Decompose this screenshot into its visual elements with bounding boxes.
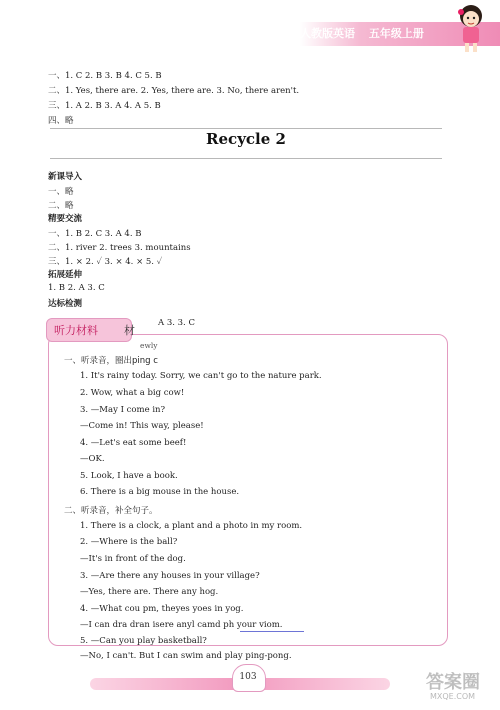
part1-item-4b: —OK. xyxy=(80,454,105,464)
part1-item-5: 5. Look, I have a book. xyxy=(80,471,178,481)
listening-tab-label: 听力材料 xyxy=(54,324,98,337)
part1-item-1: 1. It's rainy today. Sorry, we can't go to the nature park. xyxy=(80,371,322,381)
edition-label: 人教版英语 xyxy=(300,27,355,40)
exchange-line-3: 三、1. × 2. ✓ 3. × 4. × 5. ✓ xyxy=(48,257,163,267)
prev-answer-2: 二、1. Yes, there are. 2. Yes, there are. 3. No, there aren't. xyxy=(48,86,300,96)
page-number: 103 xyxy=(239,672,257,682)
header-title xyxy=(300,25,424,41)
part1-item-3b: —Come in! This way, please! xyxy=(80,421,204,431)
intro-line-1: 一、略 xyxy=(48,187,74,197)
listening-tab-suffix: 材 xyxy=(124,324,135,337)
exchange-line-1: 一、1. B 2. C 3. A 4. B xyxy=(48,229,142,239)
part1-heading: 一、听录音，圈出ping c xyxy=(64,356,158,366)
intro-heading: 新课导入 xyxy=(48,172,83,182)
prev-answer-3: 三、1. A 2. B 3. A 4. A 5. B xyxy=(48,101,161,111)
prev-answer-1: 一、1. C 2. B 3. B 4. C 5. B xyxy=(48,71,162,81)
extend-line-1: 1. B 2. A 3. C xyxy=(48,283,105,293)
extend-heading: 拓展延伸 xyxy=(48,270,83,280)
watermark-url: MXQE.COM xyxy=(430,692,476,701)
part2-item-2b: —It's in front of the dog. xyxy=(80,554,186,564)
handwritten-underline xyxy=(240,631,304,632)
test-partial-answers: A 3. 3. C xyxy=(158,318,195,328)
grade-label: 五年级上册 xyxy=(368,27,424,40)
exchange-heading: 精要交流 xyxy=(48,214,83,224)
test-heading: 达标检测 xyxy=(48,299,83,309)
title-rule-bottom xyxy=(50,158,442,159)
mascot-girl-icon xyxy=(450,2,492,54)
part2-item-4b: —I can dra dran isere anyl camd ph your viom. xyxy=(80,620,283,630)
scribble-text: ewly xyxy=(140,341,158,350)
section-title: Recycle 2 xyxy=(206,130,286,148)
part2-item-5b: —No, I can't. But I can swim and play ping-pong. xyxy=(80,651,292,661)
prev-answer-4: 四、略 xyxy=(48,116,74,126)
part2-item-3b: —Yes, there are. There any hog. xyxy=(80,587,219,597)
part2-item-4: 4. —What cou pm, theyes yoes in yog. xyxy=(80,604,244,614)
part1-item-2: 2. Wow, what a big cow! xyxy=(80,388,185,398)
part2-item-3: 3. —Are there any houses in your village? xyxy=(80,571,260,581)
intro-line-2: 二、略 xyxy=(48,201,74,211)
title-rule-top xyxy=(50,128,442,129)
exchange-line-2: 二、1. river 2. trees 3. mountains xyxy=(48,243,191,253)
part2-heading: 二、听录音，补全句子。 xyxy=(64,506,158,516)
part1-item-3: 3. —May I come in? xyxy=(80,405,166,415)
part1-item-4: 4. —Let's eat some beef! xyxy=(80,438,187,448)
part1-item-6: 6. There is a big mouse in the house. xyxy=(80,487,240,497)
watermark-logo: 答案圈 xyxy=(426,672,480,693)
part2-item-1: 1. There is a clock, a plant and a photo in my room. xyxy=(80,521,303,531)
part2-item-5: 5. —Can you play basketball? xyxy=(80,636,207,646)
part2-item-2: 2. —Where is the ball? xyxy=(80,537,178,547)
